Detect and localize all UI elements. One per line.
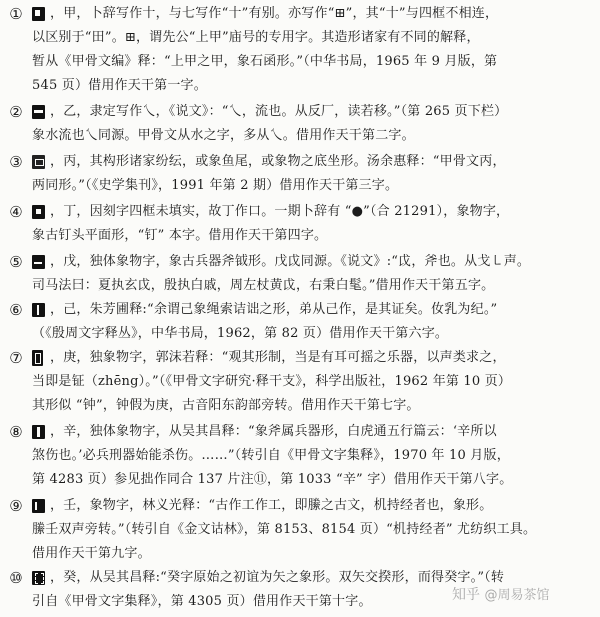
entry-number: ③: [9, 153, 23, 171]
entry-line: ，辛，独体象物字，从吴其昌释：“象斧属兵器形，白虎通五行篇云：‘辛所以: [50, 424, 497, 439]
entry-line: 545 页）借用作天干第一字。: [32, 78, 207, 93]
entry-line: 煞伤也。’必兵刑器始能杀伤。……”（转引自《甲骨文字集释》，1970 年 10 月版，: [32, 448, 510, 463]
oracle-glyph-ji-icon: [32, 303, 45, 317]
entry-line: 司马法曰：夏执玄戉，殷执白戚，周左杖黄戉，右秉白髦。”借用作天干第五字。: [32, 278, 495, 293]
entry-line: ，丁，因刻字四框未填实，故丁作口。一期卜辞有 “●”（合 21291），象物字，: [50, 204, 510, 219]
watermark-author: @周易茶馆: [484, 588, 550, 603]
oracle-glyph-yi-icon: [32, 105, 45, 119]
entry-number: ⑦: [9, 349, 23, 367]
oracle-glyph-geng-icon: [32, 350, 43, 366]
entry-line: ，己，朱芳圃释:“余谓己象绳索诘诎之形，弟从己作，是其证矣。㚢乳为纪。”: [50, 302, 498, 317]
watermark: [452, 584, 549, 604]
entry-line: 引自《甲骨文字集释》，第 4305 页）借用作天干第十字。: [32, 594, 372, 609]
entry-number: ⑨: [9, 497, 23, 515]
oracle-glyph-ding-icon: [32, 205, 45, 219]
oracle-glyph-ren-icon: [32, 499, 45, 513]
entry-line: 暂从《甲骨文编》释：“上甲之甲，象石函形。”（中华书局，1965 年 9 月版，第: [32, 54, 498, 69]
entry-line: ，戊，独体象物字，象古兵器斧钺形。戊戉同源。《说文》:“戉，斧也。从戈㇄声。: [50, 254, 531, 269]
entry-line: 借用作天干第九字。: [32, 546, 151, 561]
oracle-glyph-bing-icon: [32, 155, 45, 169]
oracle-glyph-wu-icon: [32, 255, 45, 269]
entry-line: ，癸，从吴其昌释:“癸字原始之初谊为矢之象形。双矢交揆形，而得癸字。”（转: [50, 570, 505, 585]
entry-line: （《殷周文字释丛》，中华书局，1962，第 82 页）借用作天干第六字。: [32, 326, 449, 341]
entry-line: ，丙，其构形诸家纷纭，或象鱼尾，或象物之底坐形。汤余惠释：“甲骨文丙，: [50, 154, 506, 169]
oracle-glyph-xin-icon: [32, 425, 45, 439]
entry-line: ，甲，卜辞写作十，与七写作“十”有别。亦写作“⊞”，其“十”与四框不相连，: [50, 6, 499, 21]
entry-number: ⑤: [9, 253, 23, 271]
entry-number: ②: [9, 103, 23, 121]
entry-line: 两同形。”（《史学集刊》，1991 年第 2 期）借用作天干第三字。: [32, 178, 399, 193]
entry-number: ①: [9, 5, 23, 23]
entry-line: 以区别于“田”。⊞，谓先公“上甲”庙号的专用字。其造形诸家有不同的解释，: [32, 30, 480, 45]
entry-line: 縢壬双声旁转。”（转引自《金文诂林》，第 8153、8154 页）“机持经者” 尤纺织工具。: [32, 522, 537, 537]
entry-line: 象古钉头平面形，“钉” 本字。借用作天干第四字。: [32, 228, 328, 243]
entry-line: ，壬，象物字，林义光释：“古作工作工，即縢之古文，机持经者也，象形。: [50, 498, 493, 513]
entry-number: ⑥: [9, 301, 23, 319]
entry-line: ，乙，隶定写作乀，《说文》：“乀，流也。从反厂，读若移。”（第 265 页下栏）: [50, 104, 508, 119]
entry-number: ④: [9, 203, 23, 221]
entry-line: 象水流也乀同源。甲骨文从水之字，多从乀。借用作天干第二字。: [32, 128, 415, 143]
entry-line: 当即是钲（zhēng）。”（《甲骨文字研究·释干支》，科学出版社，1962 年第 10 页）: [32, 374, 512, 389]
entry-line: 其形似 “钟”，钟假为庚，古音阳东韵部旁转。借用作天干第七字。: [32, 398, 420, 413]
entry-line: ，庚，独象物字，郭沫若释：“观其形制，当是有耳可摇之乐器，以声类求之，: [50, 350, 506, 365]
entry-number: ⑩: [9, 569, 23, 587]
watermark-site: 知乎: [452, 587, 480, 603]
oracle-glyph-gui-icon: [32, 571, 45, 585]
oracle-glyph-jia-icon: [32, 7, 45, 21]
entry-number: ⑧: [9, 423, 23, 441]
entry-line: 第 4283 页）参见拙作同合 137 片注⑪，第 1033 “辛” 字）借用作天干第八字。: [32, 472, 513, 487]
